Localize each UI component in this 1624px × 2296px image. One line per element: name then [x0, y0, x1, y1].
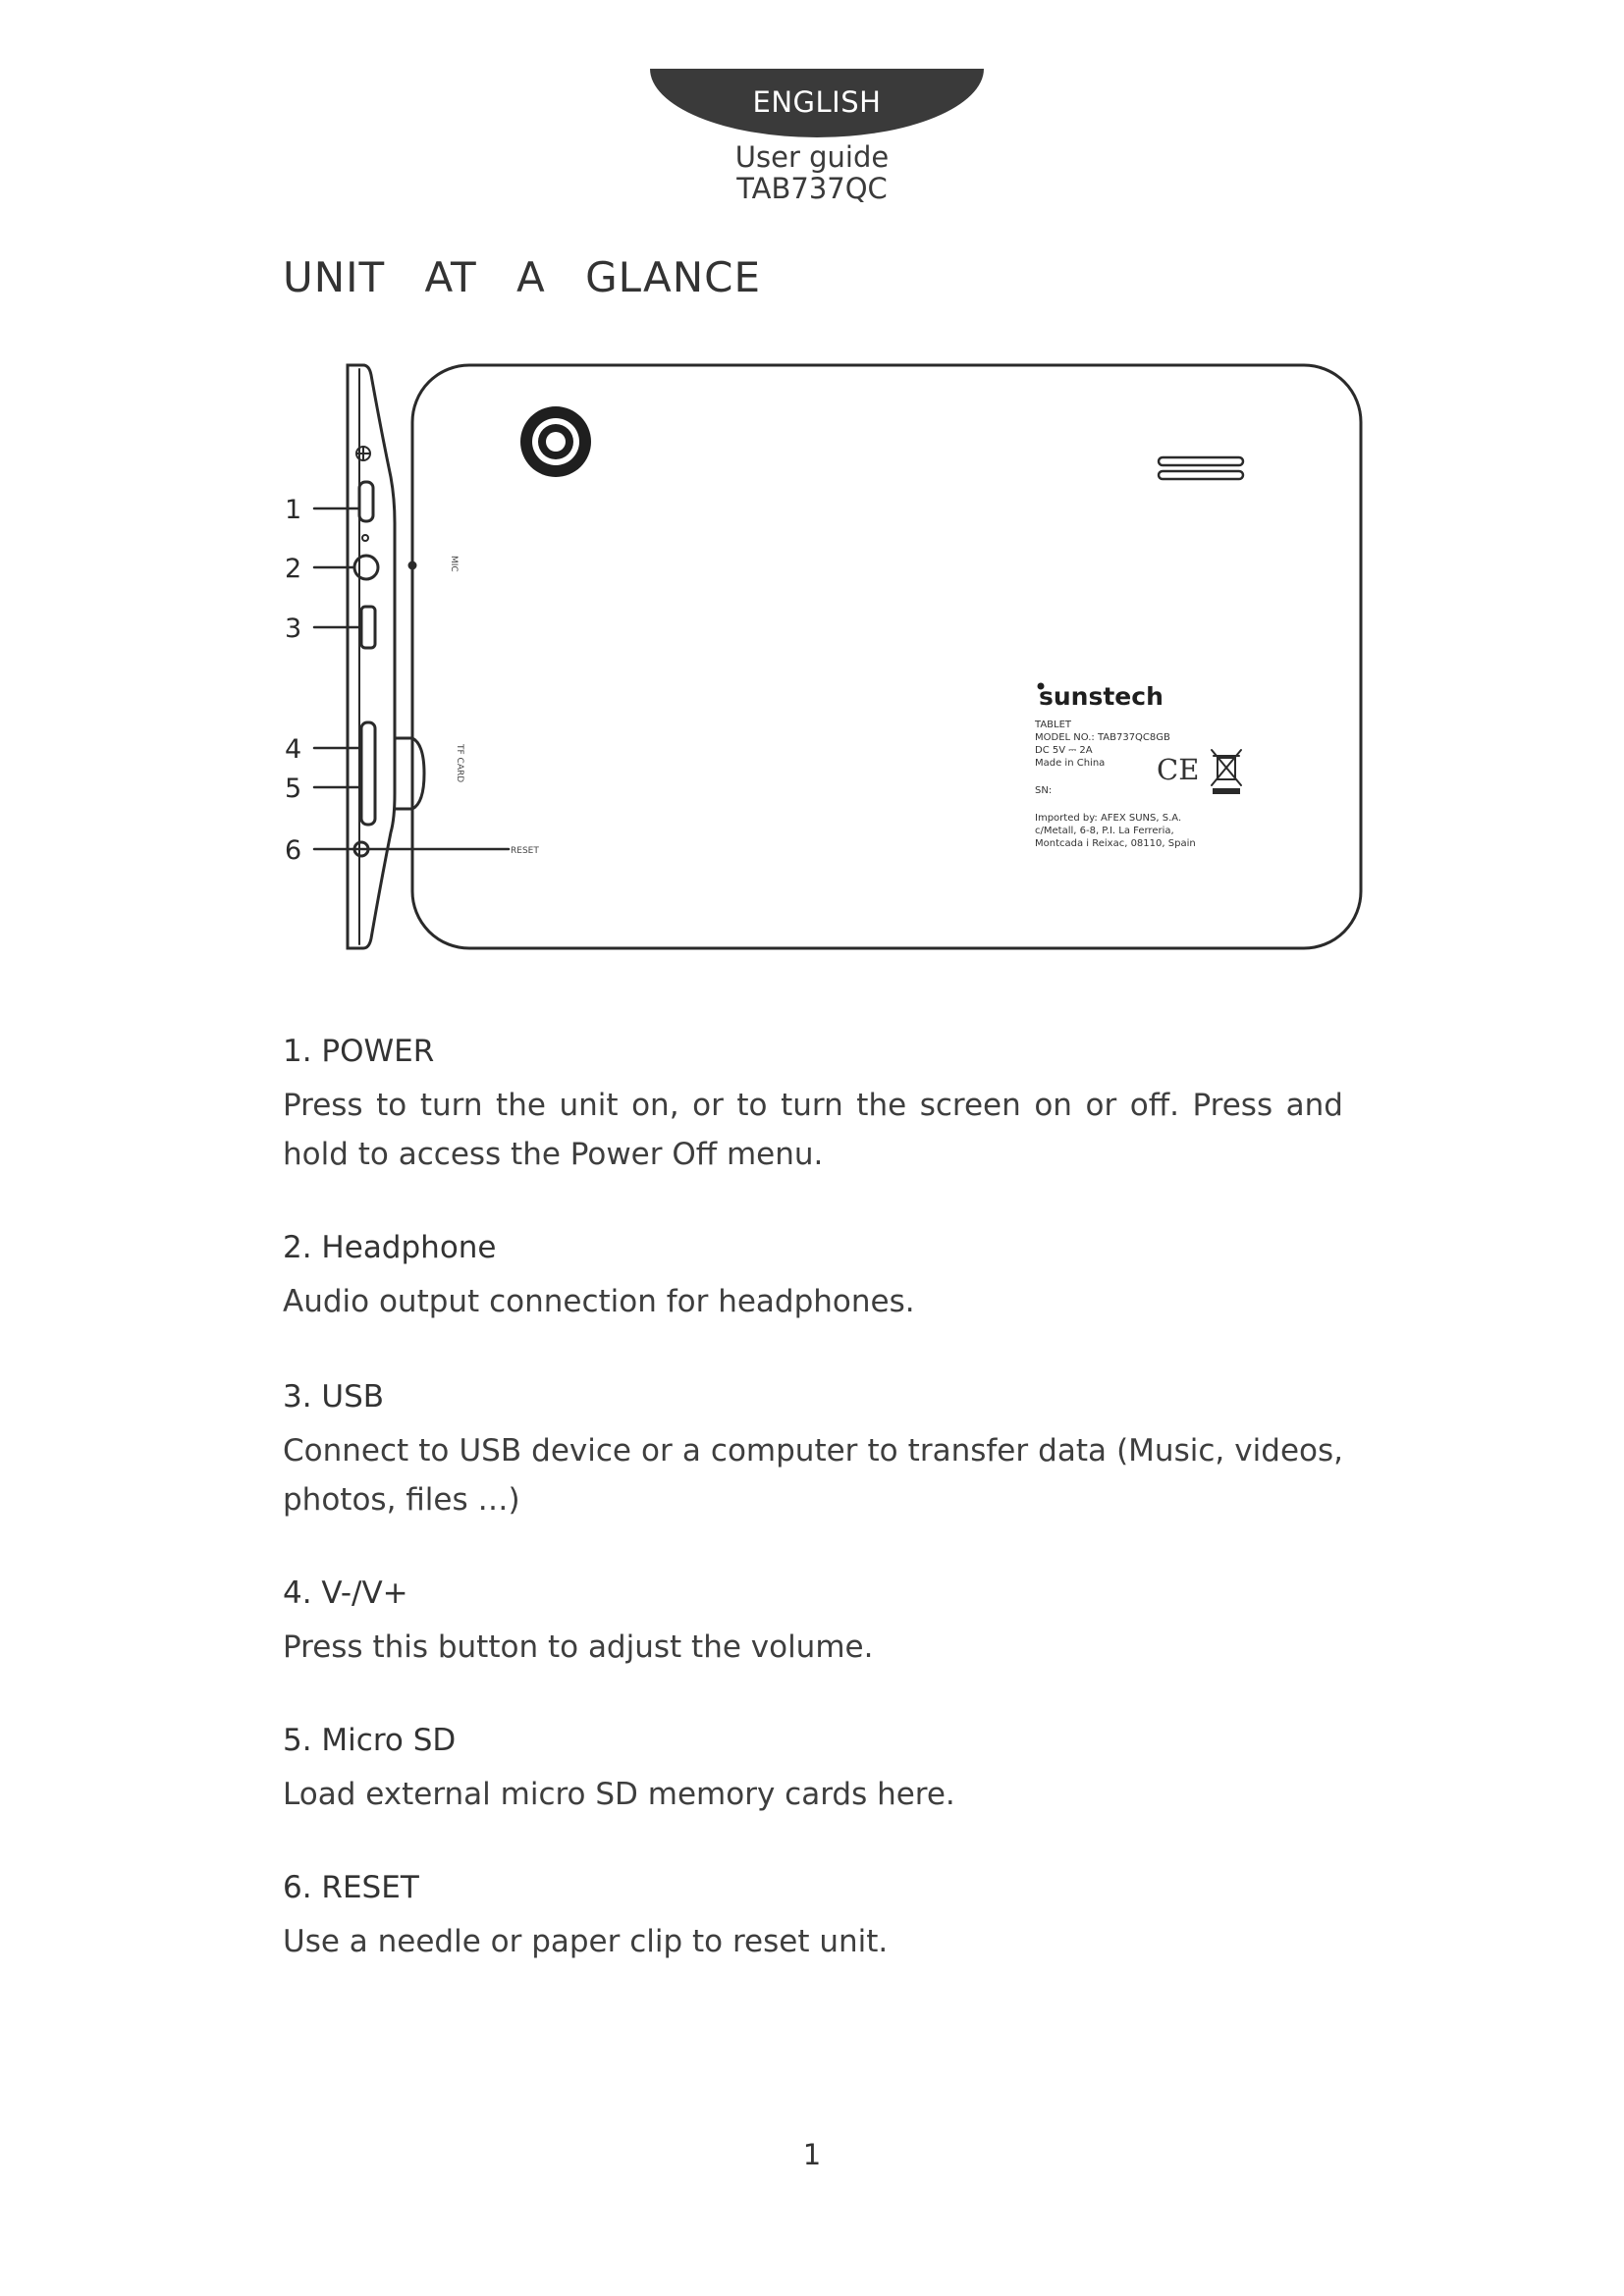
section-body: Press to turn the unit on, or to turn the screen on or off. Press and hold to access the Power Off menu. [283, 1088, 1343, 1172]
label-model-no: MODEL NO.: TAB737QC8GB [1035, 732, 1170, 743]
page-title: UNIT AT A GLANCE [283, 253, 762, 301]
section-volume [283, 1575, 1343, 1672]
section-usb [283, 1379, 1343, 1524]
section-reset [283, 1870, 1343, 1966]
label-address-2: Montcada i Reixac, 08110, Spain [1035, 838, 1196, 849]
label-power: DC 5V ⎓ 2A [1035, 745, 1093, 756]
mic-label: MIC [449, 556, 459, 572]
label-address-1: c/Metall, 6-8, P.I. La Ferreria, [1035, 826, 1174, 836]
section-heading: 6. RESET [283, 1870, 419, 1905]
usb-port-shape [361, 607, 375, 648]
section-body: Connect to USB device or a computer to transfer data (Music, videos, photos, files …) [283, 1433, 1343, 1518]
section-heading: 1. POWER [283, 1034, 435, 1069]
tf-card-label: TF CARD [455, 744, 464, 783]
callout-number-1: 1 [285, 495, 302, 525]
headphone-symbol-icon [362, 535, 368, 541]
brand-logo: sunstech [1039, 682, 1164, 711]
speaker-grille-bottom [1159, 471, 1243, 479]
volume-rocker-shape [361, 722, 375, 825]
section-heading: 3. USB [283, 1379, 385, 1415]
model-number: TAB737QC [736, 172, 888, 205]
section-body: Audio output connection for headphones. [283, 1284, 915, 1319]
callout-number-2: 2 [285, 554, 302, 584]
tablet-diagram-svg [275, 351, 1375, 962]
callout-number-6: 6 [285, 835, 302, 866]
callout-number-4: 4 [285, 734, 302, 765]
ce-mark: CE [1157, 753, 1200, 786]
label-serial: SN: [1035, 785, 1053, 796]
section-body: Press this button to adjust the volume. [283, 1629, 874, 1665]
reset-label: RESET [511, 846, 539, 856]
callout-number-3: 3 [285, 614, 302, 644]
doc-type: User guide [734, 140, 890, 174]
section-heading: 5. Micro SD [283, 1723, 457, 1758]
language-tab [650, 69, 984, 137]
section-heading: 2. Headphone [283, 1230, 497, 1265]
section-body: Use a needle or paper clip to reset unit. [283, 1924, 889, 1959]
weee-bin-icon [1212, 750, 1241, 793]
side-profile-outline [348, 365, 395, 948]
section-micro-sd [283, 1723, 1343, 1819]
power-button-shape [359, 482, 373, 521]
label-origin: Made in China [1035, 758, 1106, 769]
tablet-diagram [275, 351, 1375, 962]
section-power [283, 1034, 1343, 1179]
callout-number-5: 5 [285, 774, 302, 804]
speaker-grille-top [1159, 457, 1243, 465]
section-heading: 4. V-/V+ [283, 1575, 408, 1611]
microsd-slot-shape [395, 738, 424, 809]
section-body: Load external micro SD memory cards here. [283, 1777, 955, 1812]
page-number: 1 [802, 2138, 822, 2171]
language-label: ENGLISH [752, 85, 882, 119]
headphone-jack-shape [354, 556, 378, 579]
label-importer: Imported by: AFEX SUNS, S.A. [1035, 813, 1182, 824]
label-product: TABLET [1035, 720, 1072, 730]
section-headphone [283, 1230, 1343, 1326]
